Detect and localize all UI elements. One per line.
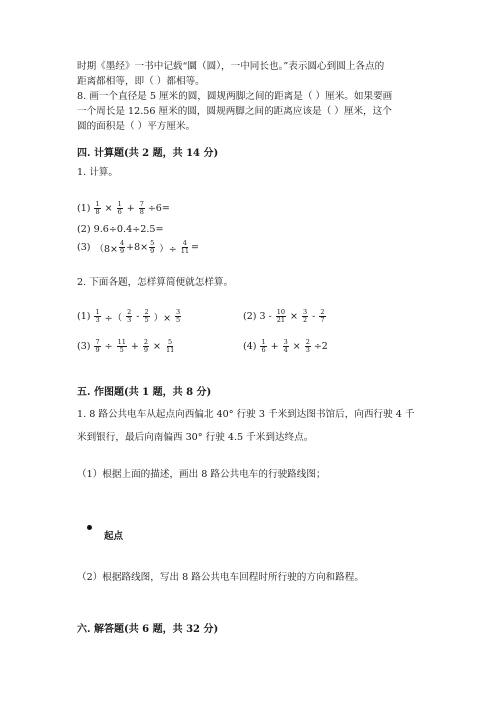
fraction: $\frac{2}{7}$ (320, 308, 325, 324)
operator: + (130, 341, 139, 352)
operator: ）× (153, 312, 172, 324)
origin-dot (87, 525, 92, 530)
fraction: $\frac{10}{21}$ (276, 308, 286, 324)
operator: × (290, 311, 299, 322)
section-5-sub-question-1: （1）根据上面的描述，画出 8 路公共电车的行驶路线图； (77, 469, 326, 480)
simplify-4-label: (4) (243, 341, 257, 352)
operator: × (104, 203, 113, 214)
section-5-sub-question-2: （2）根据路线图，写出 8 路公共电车回程时所行驶的方向和路程。 (77, 572, 364, 583)
calc-2: (2) 9.6÷0.4÷2.5= (77, 224, 164, 235)
simplify-1 (77, 309, 182, 324)
operator: + (270, 341, 279, 352)
fraction: $\frac{4}{11}$ (180, 239, 189, 255)
intro-line-1: 时期《墨经》一书中记载“圜（圆），一中同长也。”表示圆心到圆上各点的 (77, 61, 385, 72)
fraction: $\frac{3}{4}$ (283, 338, 288, 354)
section-5-question-line-1: 1. 8 路公共电车从起点向西偏北 40° 行驶 3 千米到达图书馆后，向西行驶 4 千 (77, 409, 415, 420)
calc-3-mid: +8× (126, 242, 149, 253)
fraction: $\frac{5}{11}$ (165, 338, 175, 354)
fraction: $\frac{3}{2}$ (303, 308, 308, 324)
fraction: $\frac{1}{3}$ (95, 308, 100, 324)
operator: × (292, 341, 301, 352)
fraction: $\frac{7}{9}$ (95, 338, 100, 354)
fraction: $\frac{2}{9}$ (143, 338, 148, 354)
simplify-3-label: (3) (77, 341, 91, 352)
fraction: $\frac{5}{9}$ (150, 239, 155, 255)
simplify-2-label: (2) 3 - (243, 311, 272, 322)
calc-3 (77, 240, 199, 255)
section-4-question-2: 2. 下面各题，怎样算简便就怎样算。 (77, 277, 234, 288)
section-5-question-line-2: 米到银行，最后向南偏西 30° 行驶 4.5 千米到达终点。 (77, 432, 314, 443)
calc-3-label: (3) (77, 242, 91, 253)
calc-1-label: (1) (77, 203, 91, 214)
section-4-question-1: 1. 计算。 (77, 167, 118, 178)
operator: + (126, 203, 135, 214)
section-5-heading: 五. 作图题(共 1 题，共 8 分) (77, 387, 212, 398)
operator: × (152, 341, 161, 352)
fraction: $\frac{1}{8}$ (95, 200, 100, 216)
operator: - (312, 311, 316, 322)
fraction: $\frac{1}{6}$ (261, 338, 266, 354)
simplify-4-tail: ÷2 (313, 341, 328, 352)
simplify-3 (77, 339, 176, 354)
calc-3-close: ）÷ (159, 243, 177, 255)
operator: - (136, 311, 140, 322)
operator: ÷ (104, 341, 113, 352)
fraction: $\frac{2}{5}$ (144, 308, 149, 324)
intro-line-4: 一个周长是 12.56 厘米的圆，圆规两脚之间的距离应该是（ ）厘米，这个 (77, 106, 392, 117)
section-4-heading: 四. 计算题(共 2 题，共 14 分) (77, 148, 219, 159)
fraction: $\frac{2}{3}$ (305, 338, 310, 354)
operator: ÷（ (104, 312, 123, 324)
simplify-1-label: (1) (77, 311, 91, 322)
calc-1-tail: ÷6= (147, 203, 170, 214)
calc-3-open: （8× (94, 243, 118, 255)
calc-1 (77, 201, 170, 216)
section-6-heading: 六. 解答题(共 6 题，共 32 分) (77, 624, 219, 635)
fraction: $\frac{2}{3}$ (127, 308, 132, 324)
calc-3-tail: = (190, 242, 199, 253)
intro-line-3: 8. 画一个直径是 5 厘米的圆，圆规两脚之间的距离是（ ）厘米。如果要画 (77, 91, 393, 102)
origin-label: 起点 (104, 531, 124, 542)
simplify-2 (243, 309, 327, 324)
simplify-4 (243, 339, 328, 354)
fraction: $\frac{11}{5}$ (117, 338, 126, 354)
fraction: $\frac{3}{5}$ (176, 308, 181, 324)
fraction: $\frac{1}{6}$ (117, 200, 122, 216)
fraction: $\frac{4}{9}$ (119, 239, 125, 255)
fraction: $\frac{7}{8}$ (139, 200, 144, 216)
intro-line-2: 距离都相等，即（ ）都相等。 (77, 76, 205, 87)
intro-line-5: 圆的面积是（ ）平方厘米。 (77, 121, 196, 132)
